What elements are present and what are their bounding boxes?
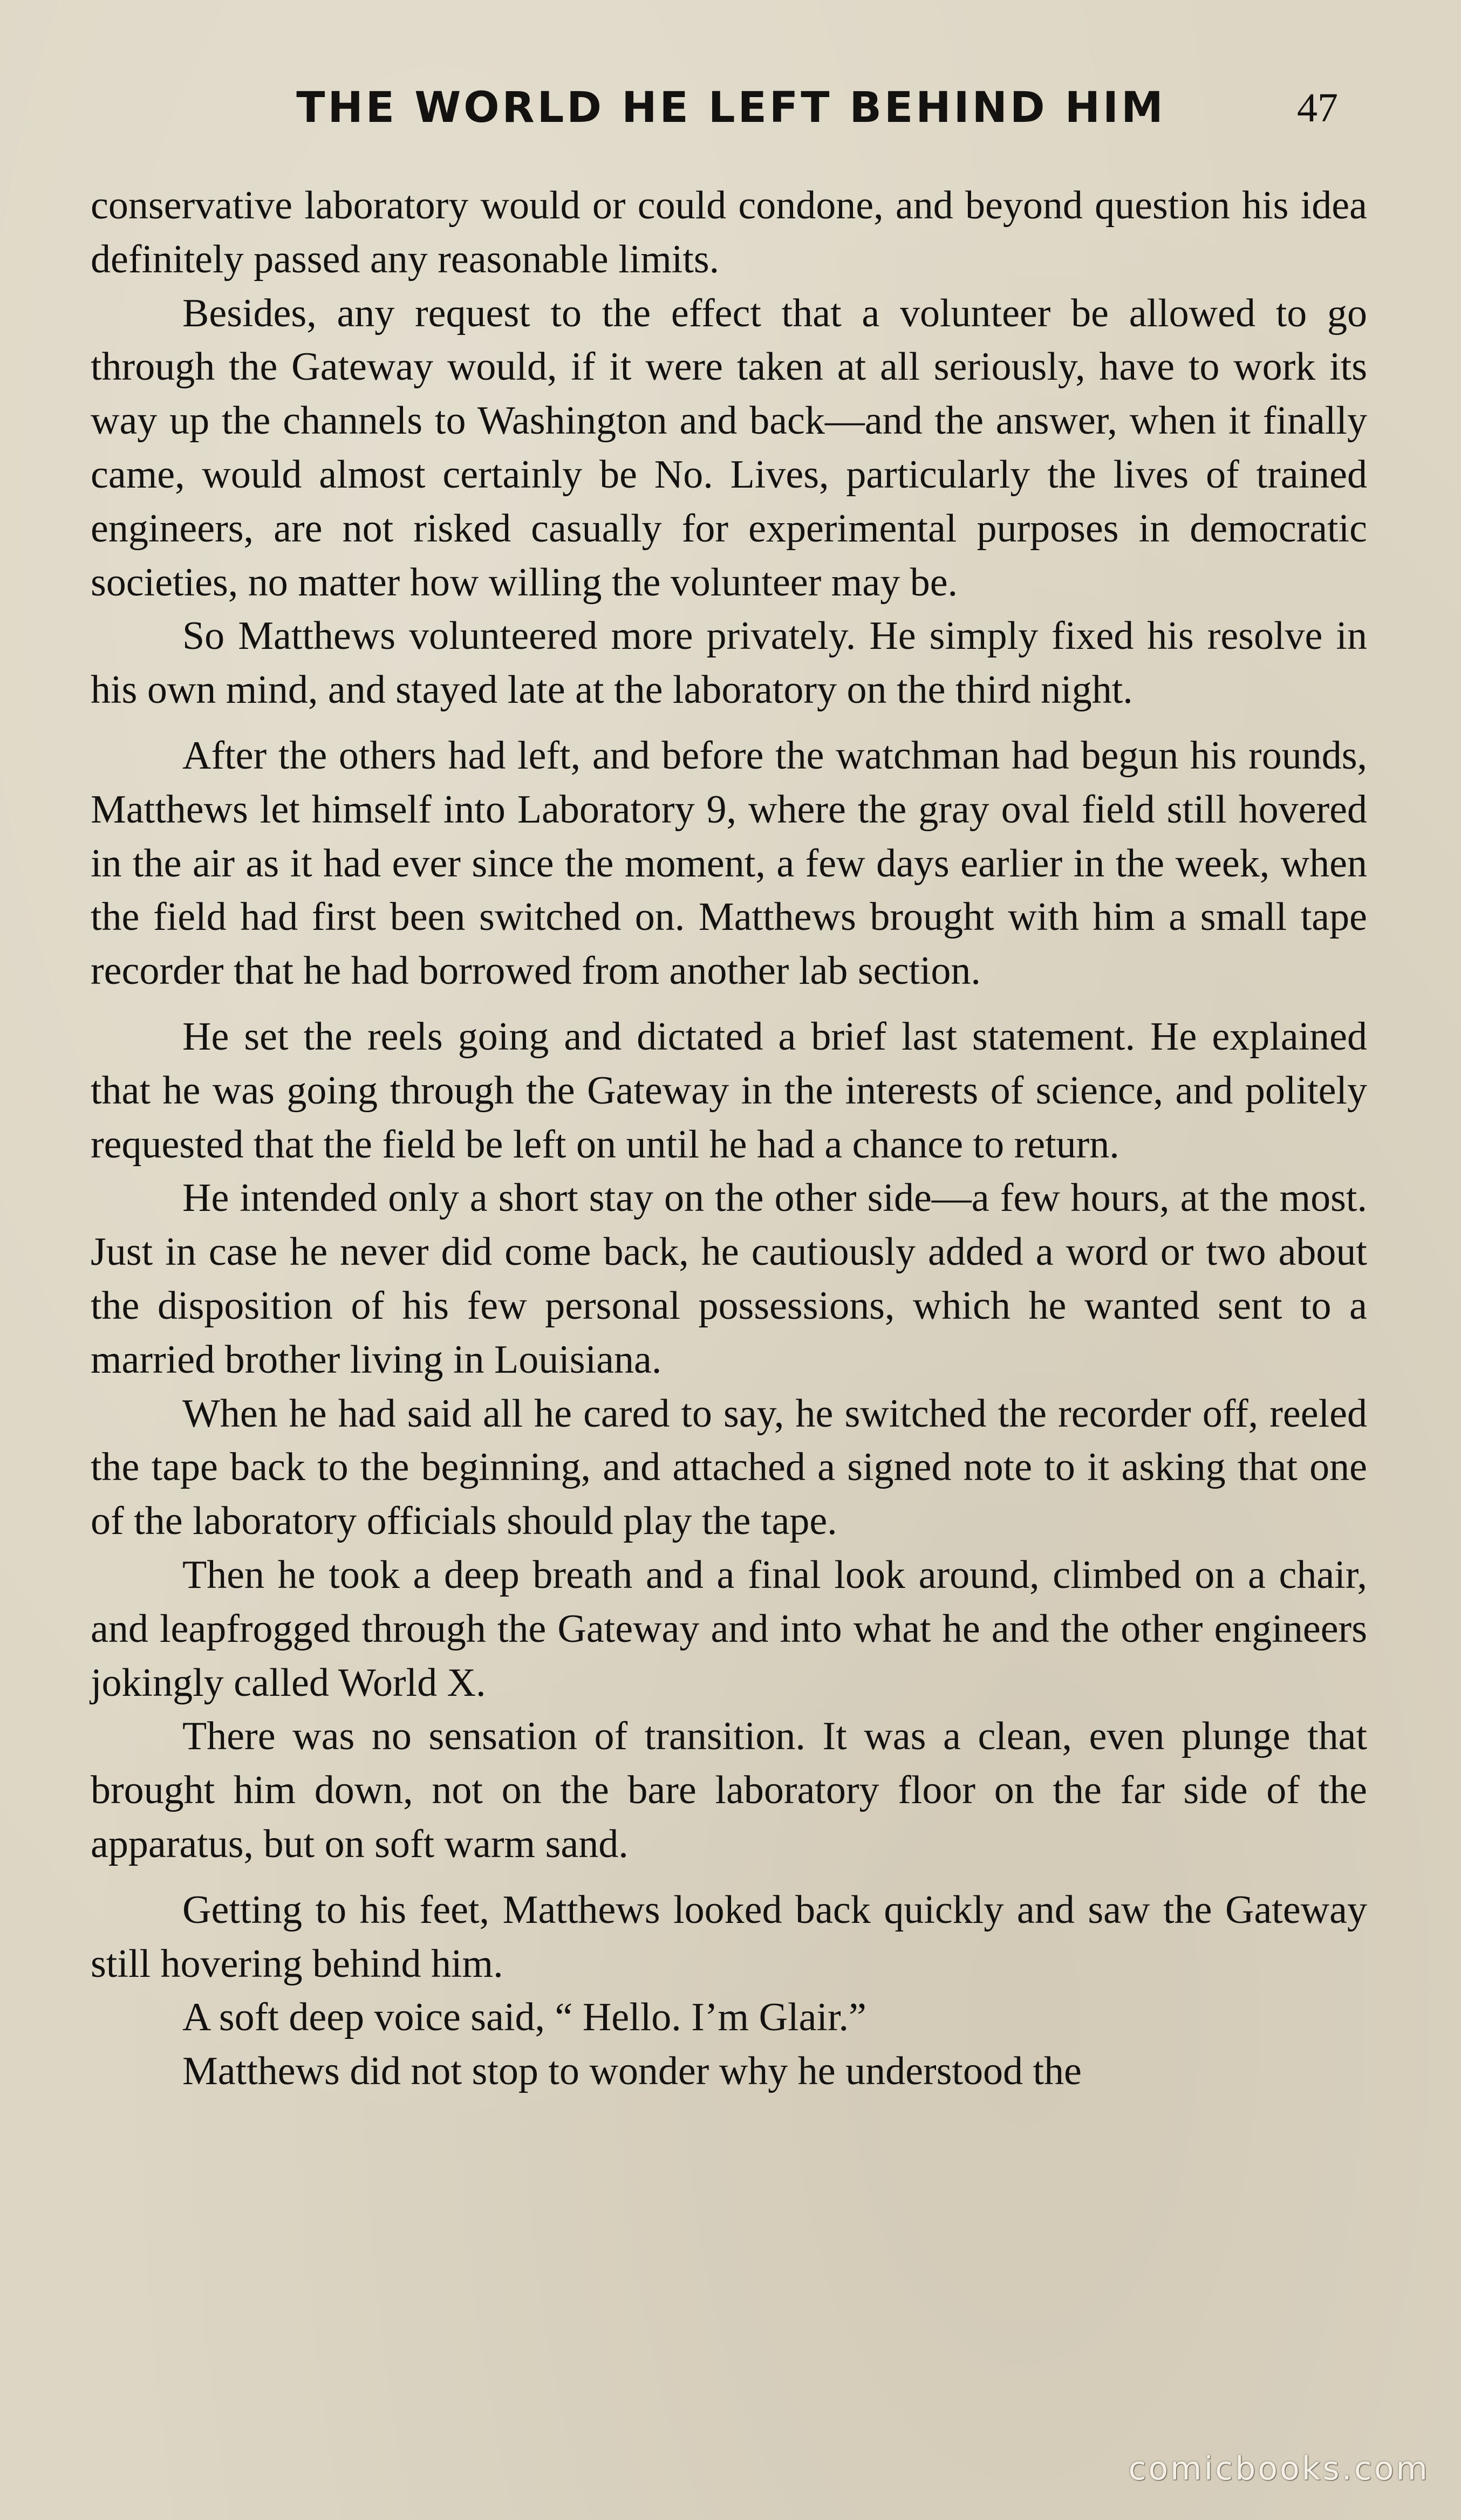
- body-text: [91, 179, 1367, 2099]
- paragraph: Matthews did not stop to wonder why he understood the: [182, 2049, 1082, 2094]
- running-title: THE WORLD HE LEFT BEHIND HIM: [296, 84, 1166, 132]
- paragraph: There was no sensation of transition. It was a clean, even plunge that brought him down, not on the bare laboratory floor on the far side of the apparatus, but on soft warm sand.: [91, 1714, 1367, 1866]
- paragraph: A soft deep voice said, “ Hello. I’m Glair.”: [182, 1995, 866, 2040]
- paragraph: After the others had left, and before the watchman had begun his rounds, Matthews let himself into Laboratory 9, where the gray oval field still hovered in the air as it had ever since the moment, a few days earlier in the week, when the field had first been switched on. Matthews brought with him a small tape recorder that he had borrowed from another lab section.: [91, 733, 1367, 994]
- paragraph: When he had said all he cared to say, he switched the recorder off, reeled the tape back to the beginning, and attached a signed note to it asking that one of the laboratory officials should play the tape.: [91, 1391, 1367, 1544]
- running-head: [92, 76, 1370, 140]
- paragraph: Getting to his feet, Matthews looked back quickly and saw the Gateway still hovering behind him.: [91, 1887, 1367, 1986]
- page-number: 47: [1297, 85, 1338, 131]
- paragraph: Besides, any request to the effect that a volunteer be allowed to go through the Gateway would, if it were taken at all seriously, have to work its way up the channels to Washington and back—and the answer, when it finally came, would almost certainly be No. Lives, particularly the lives of trained engineers, are not risked casually for experimental purposes in democratic societies, no matter how willing the volunteer may be.: [91, 291, 1367, 605]
- paragraph: Then he took a deep breath and a final look around, climbed on a chair, and leapfrogged through the Gateway and into what he and the other engineers jokingly called World X.: [91, 1552, 1367, 1705]
- site-watermark: comicbooks.com: [1128, 2450, 1430, 2488]
- paragraph: So Matthews volunteered more privately. He simply fixed his resolve in his own mind, and stayed late at the laboratory on the third night.: [91, 614, 1367, 713]
- paragraph: conservative laboratory would or could condone, and beyond question his idea definitely passed any reasonable limits.: [91, 183, 1367, 282]
- paragraph: He intended only a short stay on the other side—a few hours, at the most. Just in case he never did come back, he cautiously added a word or two about the disposition of his few personal possessions, which he wanted sent to a married brother living in Louisiana.: [91, 1176, 1367, 1382]
- paragraph: He set the reels going and dictated a brief last statement. He explained that he was going through the Gateway in the interests of science, and politely requested that the field be left on until he had a chance to return.: [91, 1014, 1367, 1167]
